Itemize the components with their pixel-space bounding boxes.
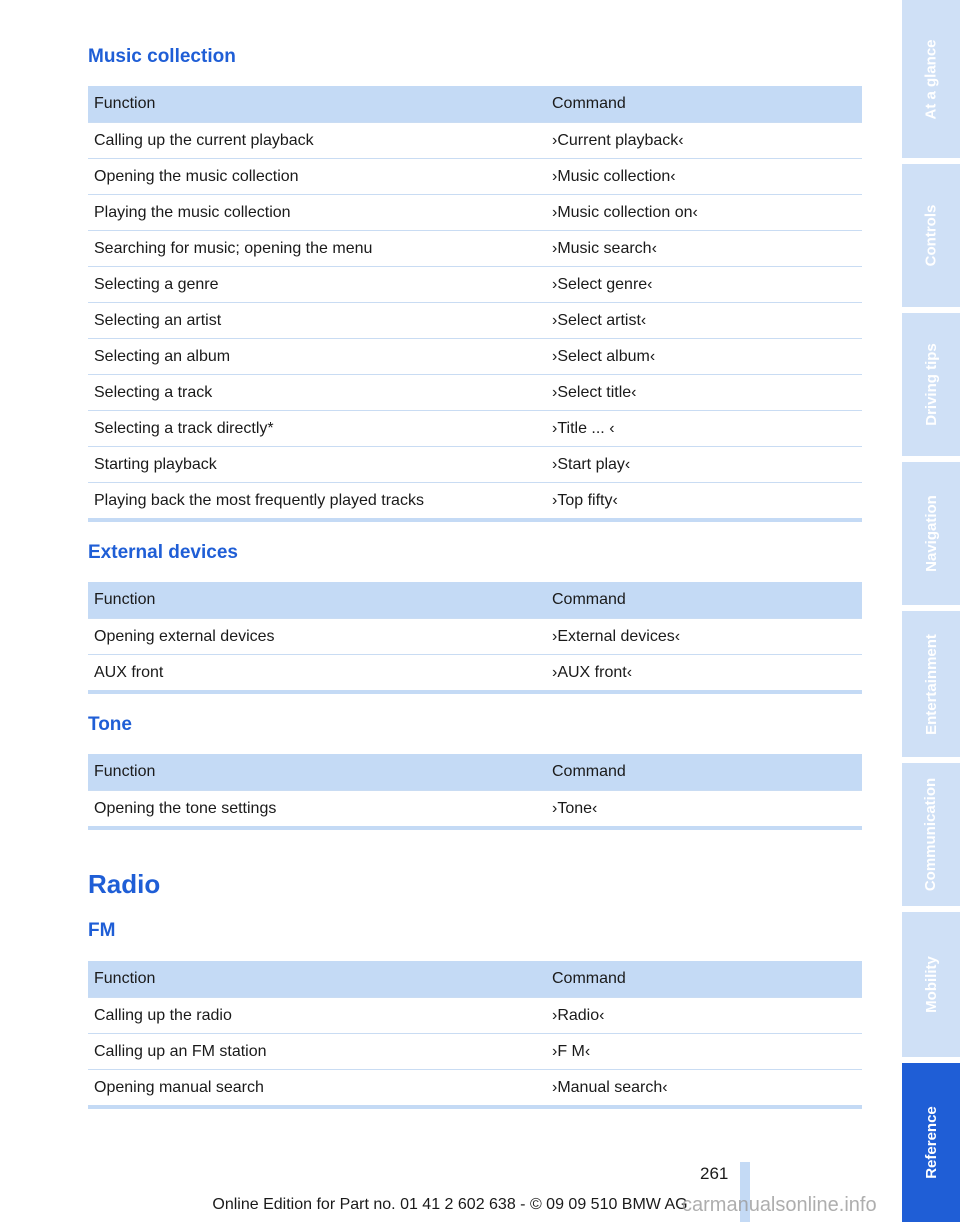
tab-reference[interactable] xyxy=(902,1063,960,1222)
section-heading-external-devices: External devices xyxy=(88,542,238,563)
table-row xyxy=(88,447,862,483)
function-cell: Selecting an album xyxy=(88,339,546,375)
fm-table xyxy=(88,961,862,1109)
function-cell: Calling up the current playback xyxy=(88,123,546,159)
tone-table xyxy=(88,754,862,830)
command-cell: ›Select genre‹ xyxy=(546,267,862,303)
tab-label: Mobility xyxy=(922,956,940,1013)
tab-communication[interactable] xyxy=(902,763,960,906)
command-cell: ›AUX front‹ xyxy=(546,655,862,693)
table-row xyxy=(88,375,862,411)
command-cell: ›Select album‹ xyxy=(546,339,862,375)
command-cell: ›Start play‹ xyxy=(546,447,862,483)
chapter-title-radio: Radio xyxy=(88,869,161,899)
table-row xyxy=(88,339,862,375)
command-cell: ›Music collection‹ xyxy=(546,159,862,195)
tab-label: Navigation xyxy=(922,495,940,572)
header-command: Command xyxy=(546,961,862,998)
header-command: Command xyxy=(546,754,862,791)
table-row xyxy=(88,159,862,195)
tab-controls[interactable] xyxy=(902,164,960,307)
music-collection-table xyxy=(88,86,862,522)
tab-mobility[interactable] xyxy=(902,912,960,1057)
section-heading-fm: FM xyxy=(88,920,116,941)
watermark: carmanualsonline.info xyxy=(682,1194,877,1216)
command-cell: ›Manual search‹ xyxy=(546,1070,862,1108)
table-row xyxy=(88,791,862,829)
function-cell: Opening manual search xyxy=(88,1070,546,1108)
section-heading-tone: Tone xyxy=(88,714,132,735)
function-cell: Playing back the most frequently played tracks xyxy=(88,483,546,521)
table-row xyxy=(88,619,862,655)
header-function: Function xyxy=(88,961,546,998)
function-cell: Selecting an artist xyxy=(88,303,546,339)
header-command: Command xyxy=(546,582,862,619)
table-row xyxy=(88,231,862,267)
header-function: Function xyxy=(88,582,546,619)
table-row xyxy=(88,411,862,447)
tab-at-a-glance[interactable] xyxy=(902,0,960,158)
table-row xyxy=(88,1070,862,1108)
function-cell: Selecting a track directly* xyxy=(88,411,546,447)
function-cell: Playing the music collection xyxy=(88,195,546,231)
command-cell: ›Select artist‹ xyxy=(546,303,862,339)
tab-label: Communication xyxy=(922,777,940,892)
function-cell: Selecting a genre xyxy=(88,267,546,303)
command-cell: ›Music search‹ xyxy=(546,231,862,267)
function-cell: Opening external devices xyxy=(88,619,546,655)
tab-label: Entertainment xyxy=(922,633,940,735)
function-cell: Opening the music collection xyxy=(88,159,546,195)
section-heading-music-collection: Music collection xyxy=(88,46,236,67)
header-function: Function xyxy=(88,86,546,123)
table-row xyxy=(88,267,862,303)
header-command: Command xyxy=(546,86,862,123)
command-cell: ›Music collection on‹ xyxy=(546,195,862,231)
command-cell: ›Radio‹ xyxy=(546,998,862,1034)
footer-edition-text: Online Edition for Part no. 01 41 2 602 638 - © 09 09 510 BMW AG xyxy=(212,1196,688,1213)
table-row xyxy=(88,303,862,339)
tab-entertainment[interactable] xyxy=(902,611,960,757)
command-cell: ›Current playback‹ xyxy=(546,123,862,159)
table-row xyxy=(88,655,862,693)
table-row xyxy=(88,195,862,231)
command-cell: ›Select title‹ xyxy=(546,375,862,411)
command-cell: ›F M‹ xyxy=(546,1034,862,1070)
command-cell: ›External devices‹ xyxy=(546,619,862,655)
page-number: 261 xyxy=(700,1164,729,1183)
function-cell: Searching for music; opening the menu xyxy=(88,231,546,267)
function-cell: Selecting a track xyxy=(88,375,546,411)
command-cell: ›Title ... ‹ xyxy=(546,411,862,447)
tab-driving-tips[interactable] xyxy=(902,313,960,456)
table-header-row xyxy=(88,754,862,791)
table-row xyxy=(88,123,862,159)
table-row xyxy=(88,1034,862,1070)
tab-label: Driving tips xyxy=(922,343,940,426)
table-row xyxy=(88,998,862,1034)
table-row xyxy=(88,483,862,521)
tab-label: At a glance xyxy=(922,38,940,120)
table-header-row xyxy=(88,582,862,619)
function-cell: AUX front xyxy=(88,655,546,693)
command-cell: ›Tone‹ xyxy=(546,791,862,829)
tab-label: Controls xyxy=(922,204,940,267)
command-cell: ›Top fifty‹ xyxy=(546,483,862,521)
function-cell: Opening the tone settings xyxy=(88,791,546,829)
chapter-tabs xyxy=(902,0,960,1222)
tab-navigation[interactable] xyxy=(902,462,960,605)
header-function: Function xyxy=(88,754,546,791)
function-cell: Calling up an FM station xyxy=(88,1034,546,1070)
external-devices-table xyxy=(88,582,862,694)
table-header-row xyxy=(88,961,862,998)
tab-label: Reference xyxy=(922,1106,940,1179)
table-header-row xyxy=(88,86,862,123)
function-cell: Calling up the radio xyxy=(88,998,546,1034)
function-cell: Starting playback xyxy=(88,447,546,483)
